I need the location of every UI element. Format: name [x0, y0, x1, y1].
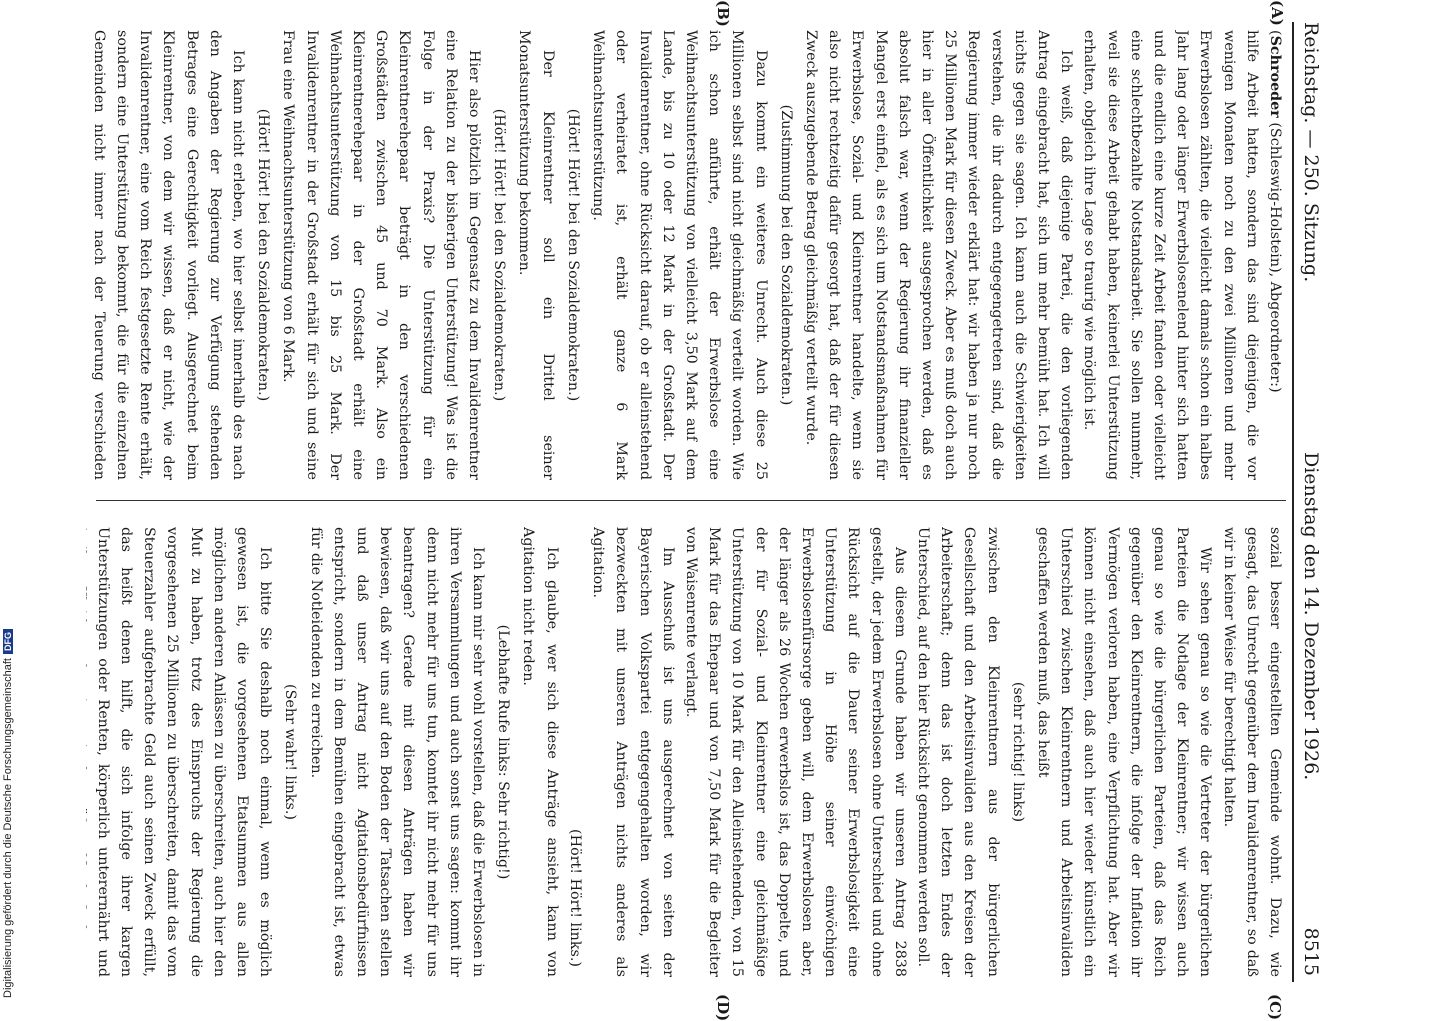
rotated-page [12, 0, 1322, 1021]
speaker-name: Schroeder [1267, 35, 1283, 118]
margin-marker-b: (B) [714, 0, 732, 27]
paragraph: Dazu kommt ein weiteres Unrecht. Auch diese 25 Millionen selbst sind nicht gleichmäßig verteilt worden. Wie ich schon anführte, erhält der Erwerbslose eine Weihnachtsunterstützung von vielleicht 3,50 Mark auf dem Lande, bis zu 10 oder 12 Mark in der Großstadt. Der Invalidenrentner, ohne Rücksicht darauf, ob er alleinstehend oder verheiratet ist, erhält ganze 6 Mark Weihnachtsunterstützung. [590, 30, 769, 480]
interjection: (Hört! Hört! bei den Sozialdemokraten.) [491, 108, 508, 402]
paragraph: hilfe Arbeit hatten, sondern das sind diejenigen, die vor wenigen Monaten noch zu den zwei Millionen und mehr Erwerbslosen zählten, die vielleicht damals schon ein halbes Jahr lang oder länger Erwerbslosenelend hinter sich hatten und die endlich eine kurze Zeit Arbeit fanden oder vielleicht eine schlechtbezahlte Notstandsarbeit. Sie sollen nunmehr, weil sie diese Arbeit gehabt haben, keinerlei Unterstützung erhalten, obgleich ihre Lage so traurig wie möglich ist. [1081, 30, 1260, 480]
paragraph: Ich glaube, wer sich diese Anträge ansieht, kann von Agitation nicht reden. [520, 527, 560, 977]
dfg-logo: DFG [3, 629, 13, 654]
interjection: (Hört! Hört! links.) [566, 829, 583, 967]
interjection: (Hört! Hört! bei den Sozialdemokraten.) [255, 108, 272, 402]
header-date: Dienstag den 14. Dezember 1926. [1300, 452, 1322, 781]
paragraph: Hier also plötzlich im Gegensatz zu dem Invalidenrentner eine Relation zu der bisherigen Unterstützung! Was ist die Folge in der Praxis? Die Unterstützung für ein Kleinrentnerehepaar beträgt in den verschiedenen Großstädten zwischen 45 und 70 Mark. Also ein Kleinrentnerehepaar in der Großstadt erhält eine Weihnachtsunterstützung von 15 bis 25 Mark. Der Invalidenrentner in der Großstadt erhält für sich und seine Frau eine Weihnachtsunterstützung von 6 Mark. [280, 30, 483, 480]
paragraph: Ich bitte Sie deshalb noch einmal, wenn es möglich gewesen ist, die vorgesehenen Etatsummen aus allen möglichen anderen Anlässen zu überschreiten, auch hier den Mut zu haben, trotz des Einspruchs der Regierung die vorgesehenen 25 Millionen zu überschreiten, damit das vom Steuerzahler aufgebrachte Geld auch seinen Zweck erfüllt, das heißt denen hilft, die sich infolge ihrer kargen Unterstützungen oder Renten, körperlich unterernährt und [94, 527, 274, 977]
paragraph: zwischen den Kleinrentnern aus der bürgerlichen Gesellschaft und den Arbeitsinvaliden aus den Kreisen der Arbeiterschaft; denn das ist doch letzten Endes der Unterschied, auf den hier Rücksicht genommen werden soll. [914, 527, 1001, 977]
paragraph: Aus diesem Grunde haben wir unseren Antrag 2838 gestellt, der jedem Erwerbslosen ohne Unterschied und ohne Rücksicht auf die Dauer seiner Erwerbslosigkeit eine Unterstützung in Höhe seiner einwöchigen Erwerbslosenfürsorge geben will, dem Erwerbslosen aber, der länger als 26 Wochen erwerbslos ist, das Doppelte, und der für Sozial- und Kleinrentner eine gleichmäßige Unterstützung von 10 Mark für den Alleinstehenden, von 15 Mark für das Ehepaar und von 7,50 Mark für die Begleiter von Waisenrente verlangt. [682, 527, 908, 977]
interjection: (Zustimmung bei den Sozialdemokraten.) [777, 104, 794, 406]
paragraph: Im Ausschuß ist uns ausgerechnet von seiten der Bayerischen Volkspartei entgegengehalten worden, wir bezweckten mit unseren Anträgen nichts anderes als Agitation. [590, 527, 676, 977]
paragraph: sozial besser eingestellten Gemeinde wohnt. Dazu, wie gesagt, das Unrecht gegenüber dem Invalidenrentner, so daß wir in keiner Weise für berechtigt halten. [1220, 527, 1283, 977]
credit-text: Digitalisierung gefördert durch die Deutsche Forschungsgemeinschaft [2, 658, 14, 998]
page-header [1296, 22, 1322, 982]
interjection: (sehr richtig! links) [1009, 681, 1026, 823]
digitization-credit [2, 0, 14, 998]
header-left: Reichstag. — 250. Sitzung. [1300, 22, 1322, 283]
header-rule [1292, 22, 1294, 982]
paragraph: Ich kann mir sehr wohl vorstellen, daß die Erwerbslosen in ihren Versammlungen und auch sonst uns sagen: kommt ihr denn nicht mehr für uns tun, konntet ihr nicht mehr für uns beantragen? Gerade mit diesen Anträgen haben wir bewiesen, daß wir uns auf den Boden der Tatsachen stellen und daß unser Antrag nicht Agitationsbedürfnissen entspricht, sondern in dem Bemühen eingebracht ist, etwas für die Notleidenden zu erreichen. [307, 527, 487, 977]
margin-marker-c: (C) [1266, 994, 1284, 1021]
paragraph: Ich weiß, daß diejenige Partei, die den vorliegenden Antrag eingebracht hat, sich um mehr bemüht hat. Ich will nichts gegen sie sagen. Ich kann auch die Schwierigkeiten verstehen, die ihr dadurch entgegengetreten sind, daß die Regierung immer wieder erklärt hat: wir haben ja nur noch 25 Millionen Mark für diesen Zweck. Aber es muß doch auch hier in aller Öffentlichkeit ausgesprochen werden, daß es absolut falsch war, wenn der Regierung ihr finanzieller Mangel erst einfiel, als es sich um Notstandsmaßnahmen für Erwerbslose, Sozial- und Kleinrentner handelte, wenn sie also nicht rechtzeitig dafür gesorgt hat, daß der für diesen Zweck auszugebende Betrag gleichmäßig verteilt wurde. [802, 30, 1075, 480]
interjection: (Sehr wahr! links.) [282, 684, 299, 820]
margin-marker-d: (D) [714, 994, 732, 1021]
margin-marker-a: (A) [1268, 0, 1286, 26]
interjection: (Hört! Hört! bei den Sozialdemokraten.) [564, 108, 581, 402]
speaker-line: (Schroeder (Schleswig-Holstein), Abgeordneter:) [1267, 30, 1283, 393]
right-column [86, 527, 1286, 977]
paragraph: Der Kleinrentner soll ein Drittel seiner Monatsunterstützung bekommen. [516, 30, 556, 480]
interjection: (Lebhafte Rufe links: Sehr richtig!) [495, 624, 512, 880]
paragraph: Wir sehen genau so wie die Vertreter der bürgerlichen Parteien die Notlage der Kleinrentner; wir wissen auch genau so wie die bürgerlichen Parteien, daß das Reich gegenüber den Kleinrentnern, die infolge der Inflation ihr Vermögen verloren haben, eine Verpflichtung hat. Aber wir können nicht einsehen, daß auch hier wieder künstlich ein Unterschied zwischen Kleinrentnern und Arbeitsinvaliden geschaffen werden muß, das heißt [1034, 527, 1214, 977]
column-divider [96, 500, 1286, 501]
speaker-suffix: (Schleswig-Holstein), Abgeordneter: [1267, 122, 1283, 387]
paragraph: Ich kann nicht erleben, wo hier selbst innerhalb des nach den Angaben der Regierung zur Verfügung stehenden Betrages eine Gerechtigkeit vorliegt. Ausgerechnet beim Kleinrentner, von dem wir wissen, daß er nicht, wie der Invalidenrentner, eine vom Reich festgesetzte Rente erhält, sondern eine Unterstützung bekommt, die für die einzelnen Gemeinden nicht immer nach der Teuerung verschieden [90, 30, 247, 480]
page-number: 8515 [1300, 927, 1322, 976]
left-column [86, 30, 1286, 480]
